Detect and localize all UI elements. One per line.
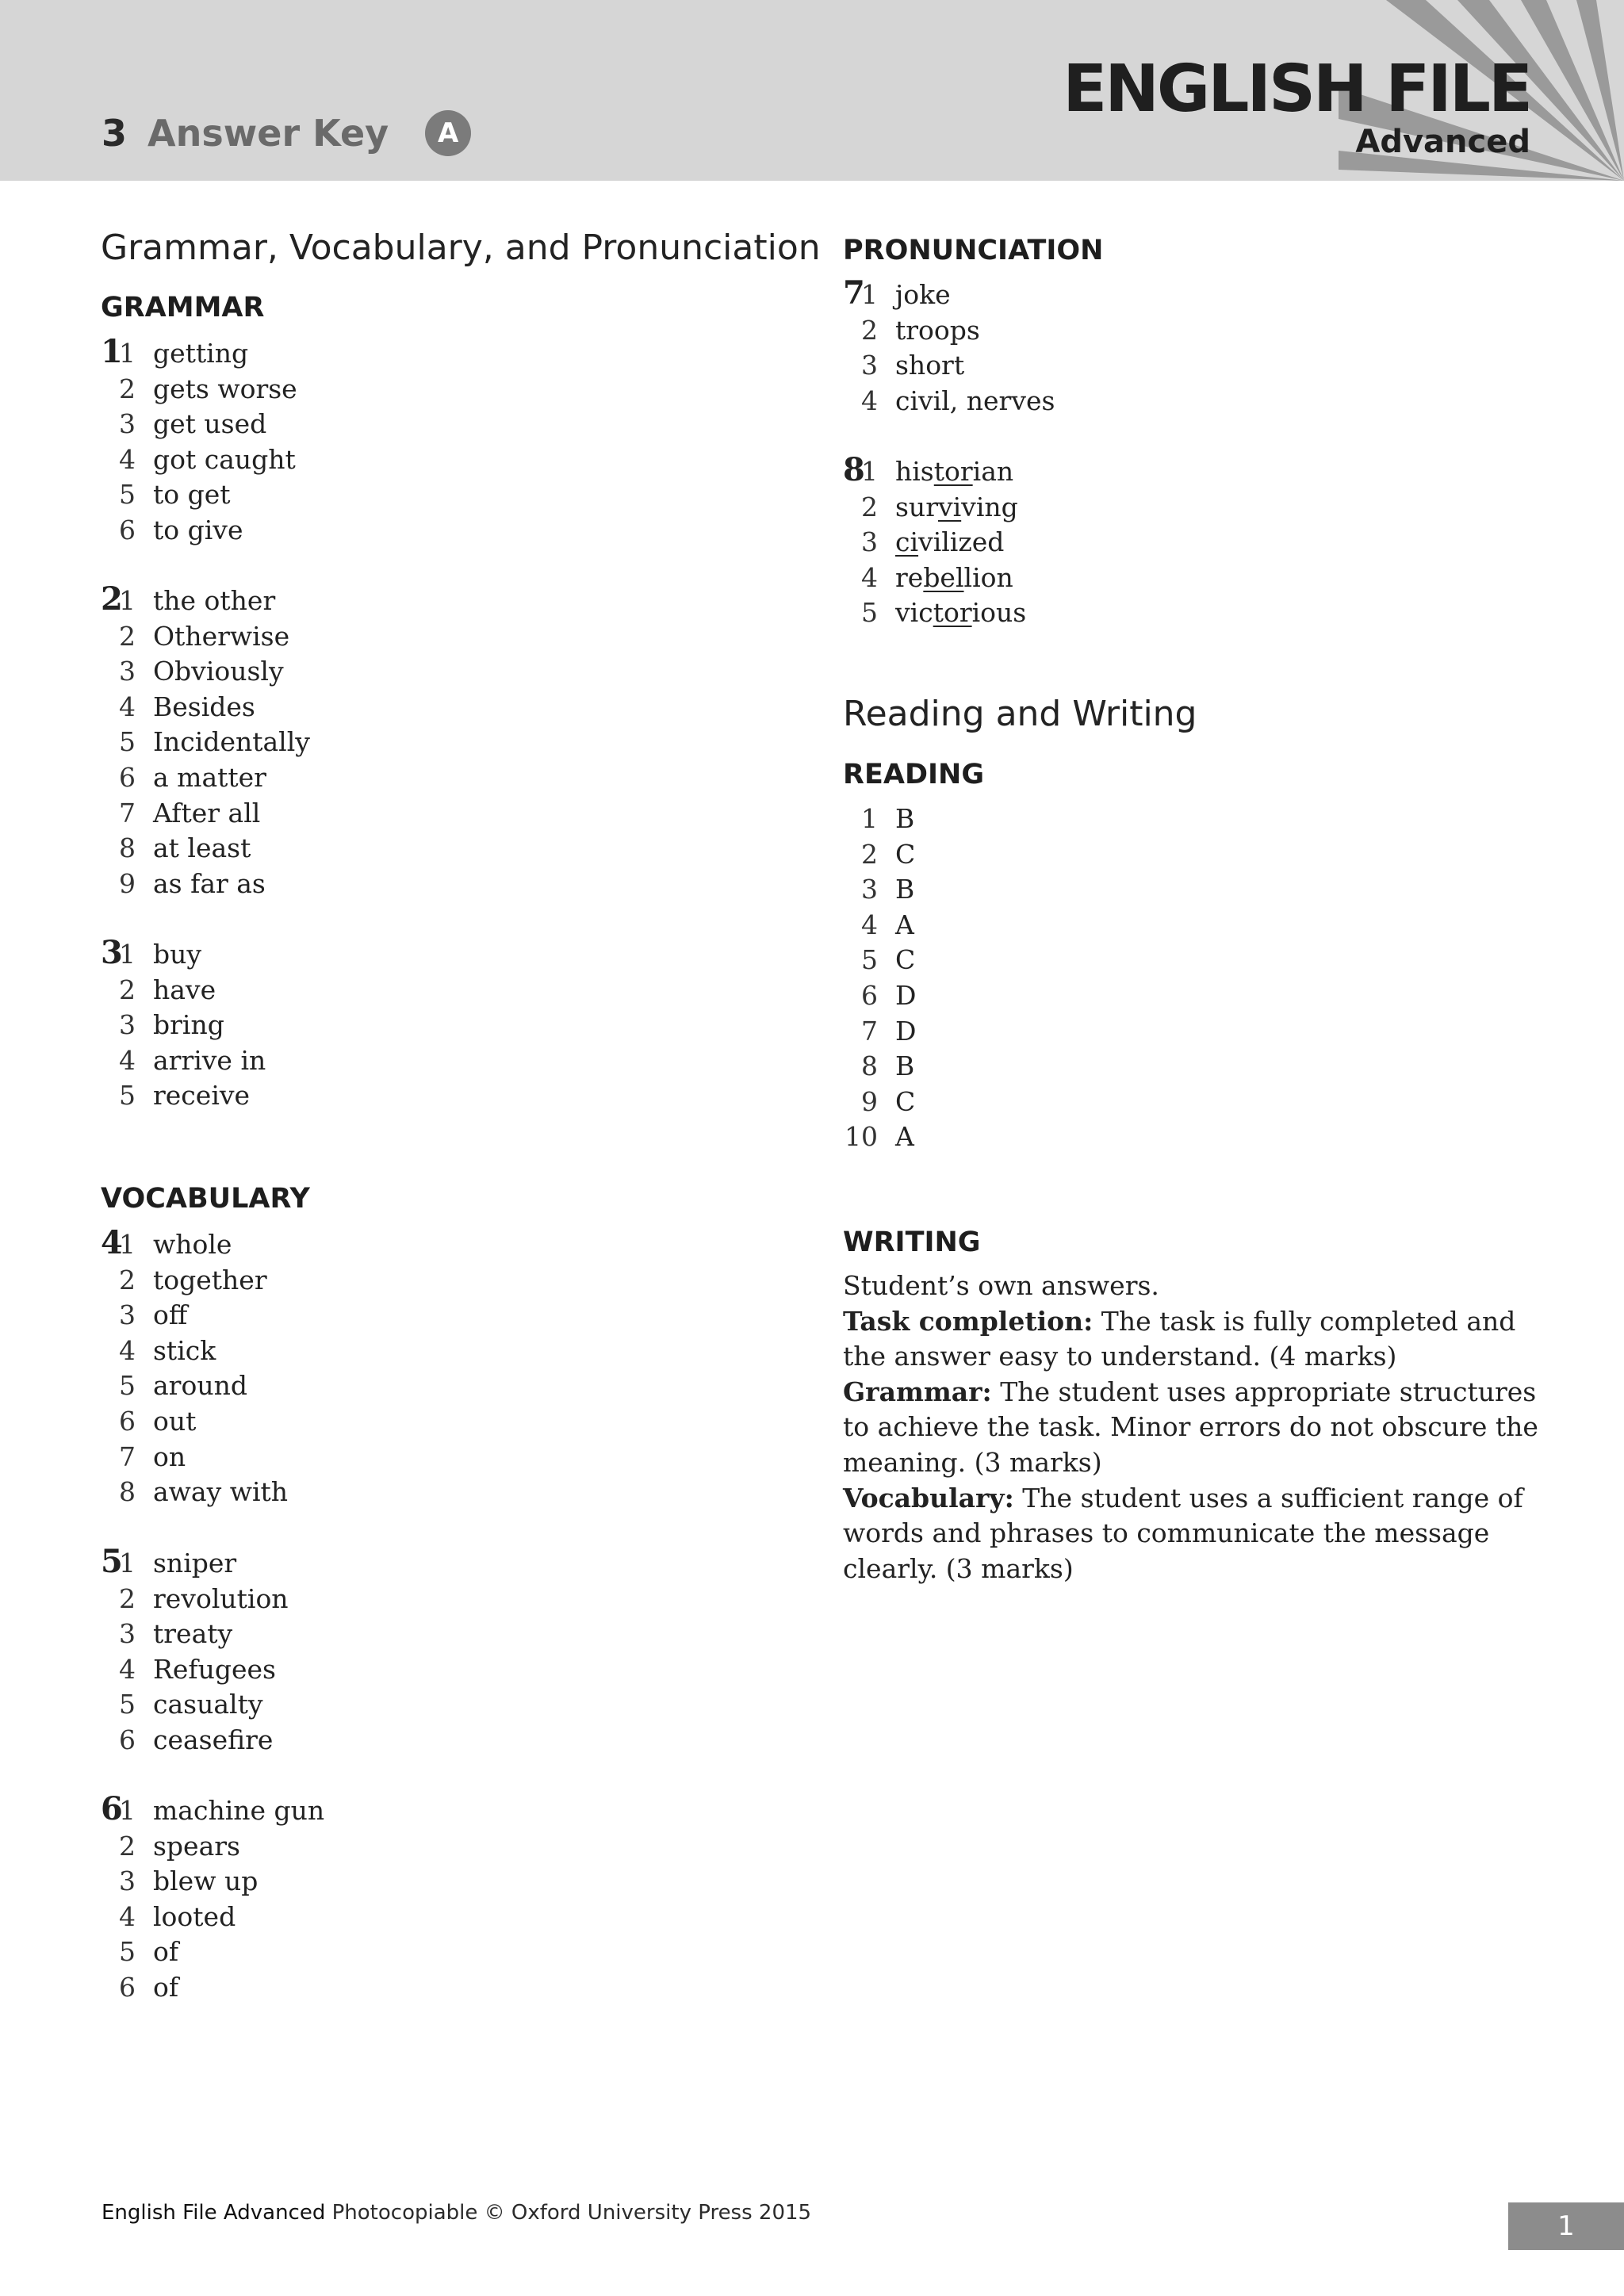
- item-number: 1: [861, 456, 878, 487]
- item-number: 5: [119, 726, 136, 758]
- word-part: vilized: [918, 526, 1005, 558]
- item-number: 4: [119, 1653, 136, 1685]
- item-answer: B: [895, 803, 915, 834]
- word-part: vic: [895, 597, 933, 629]
- item-number: 8: [119, 832, 136, 864]
- item-answer: on: [153, 1441, 186, 1472]
- item-answer: as far as: [153, 867, 266, 899]
- item-answer: get used: [153, 408, 267, 440]
- exercise-6: [101, 1790, 325, 2006]
- answer-item: [101, 690, 310, 725]
- answer-item: [101, 973, 266, 1008]
- answer-item: [101, 1546, 289, 1582]
- answer-item: [101, 1793, 324, 1829]
- item-number: 3: [119, 1866, 136, 1897]
- item-number: 2: [119, 373, 136, 404]
- item-number: 5: [119, 1936, 136, 1968]
- item-number: 1: [861, 803, 878, 834]
- item-number: 2: [119, 1830, 136, 1862]
- item-number: 3: [861, 874, 878, 905]
- page-header: [0, 0, 1624, 181]
- answer-item: [843, 1085, 916, 1120]
- answer-list: [101, 336, 297, 549]
- answer-item: [101, 1652, 289, 1688]
- item-number: 3: [861, 350, 878, 381]
- answer-list: [101, 1227, 288, 1510]
- item-number: 9: [119, 867, 136, 899]
- answer-item: [101, 937, 266, 973]
- section-title-grammar-vocab: Grammar, Vocabulary, and Pronunciation: [101, 228, 821, 268]
- item-answer: to give: [153, 514, 243, 545]
- answer-item: [101, 1043, 266, 1079]
- answer-item: [843, 384, 1055, 419]
- item-number: 4: [119, 1900, 136, 1932]
- answer-item: [843, 872, 916, 908]
- criterion-text: The student uses a sufficient range of words and phrases to communicate the message clearly. (3 marks): [843, 1482, 1523, 1584]
- answer-item: [101, 1475, 288, 1510]
- item-number: 6: [119, 1971, 136, 2003]
- word-part: ving: [961, 491, 1018, 522]
- answer-item: [101, 372, 297, 408]
- item-answer: bring: [153, 1009, 224, 1041]
- writing-heading: WRITING: [843, 1226, 981, 1258]
- item-number: 4: [861, 385, 878, 416]
- answer-item: [101, 1864, 324, 1900]
- answer-item: [101, 1404, 288, 1440]
- item-answer: casualty: [153, 1689, 263, 1720]
- item-answer: looted: [153, 1900, 236, 1932]
- answer-item: [843, 908, 916, 943]
- item-answer: joke: [895, 279, 951, 310]
- item-answer: a matter: [153, 761, 266, 793]
- exercise-1: [101, 333, 297, 549]
- answer-item: [843, 1119, 916, 1155]
- item-number: 2: [119, 1582, 136, 1614]
- answer-item: [101, 1617, 289, 1652]
- answer-item: [101, 1440, 288, 1475]
- item-number: 2: [119, 620, 136, 652]
- item-answer: A: [895, 909, 914, 940]
- answer-item: [101, 831, 310, 867]
- item-number: 7: [119, 1441, 136, 1472]
- item-answer: D: [895, 979, 917, 1011]
- item-answer: to get: [153, 479, 231, 511]
- item-number: 2: [861, 491, 878, 522]
- item-number: 3: [119, 408, 136, 440]
- item-answer: C: [895, 1085, 916, 1117]
- answer-item: [101, 584, 310, 619]
- answer-list: [101, 584, 310, 901]
- item-number: 5: [119, 479, 136, 511]
- exercise-number: 8: [843, 451, 865, 488]
- item-answer: D: [895, 1015, 917, 1047]
- item-answer: B: [895, 874, 915, 905]
- item-number: 2: [119, 1264, 136, 1295]
- item-answer: out: [153, 1405, 197, 1437]
- word-part: lion: [963, 561, 1013, 593]
- item-answer: Besides: [153, 691, 255, 722]
- criterion-label: Task completion:: [843, 1305, 1094, 1337]
- answer-list: [101, 937, 266, 1114]
- item-answer: revolution: [153, 1582, 289, 1614]
- exercise-number: 5: [101, 1543, 123, 1580]
- answer-item: [843, 802, 916, 837]
- item-number: 4: [861, 561, 878, 593]
- item-answer: machine gun: [153, 1795, 325, 1826]
- item-number: 5: [861, 944, 878, 976]
- answer-item: [101, 513, 297, 549]
- exercise-7: [843, 274, 1055, 419]
- item-answer: receive: [153, 1080, 251, 1112]
- answer-item: [101, 407, 297, 442]
- item-number: 1: [119, 1229, 136, 1260]
- criterion-grammar: [843, 1375, 1557, 1481]
- item-answer: Incidentally: [153, 726, 310, 758]
- answer-item: [101, 1078, 266, 1114]
- item-number: 3: [119, 1618, 136, 1650]
- item-number: 4: [119, 691, 136, 722]
- answer-item: [101, 1723, 289, 1758]
- item-answer: [895, 526, 1004, 557]
- page-number: 1: [1508, 2202, 1624, 2250]
- item-number: 1: [119, 1548, 136, 1578]
- answer-item: [843, 525, 1026, 561]
- item-number: 2: [861, 838, 878, 870]
- answer-item: [101, 725, 310, 760]
- item-number: 4: [861, 909, 878, 940]
- item-answer: [895, 562, 1013, 593]
- pronunciation-heading: PRONUNCIATION: [843, 235, 1104, 266]
- answer-item: [101, 1934, 324, 1970]
- item-number: 5: [119, 1080, 136, 1112]
- answer-item: [101, 619, 310, 655]
- item-number: 6: [861, 979, 878, 1011]
- answer-item: [101, 1829, 324, 1865]
- item-answer: Obviously: [153, 656, 284, 687]
- stressed-syllable: tor: [933, 456, 973, 487]
- answer-item: [101, 1900, 324, 1935]
- item-number: 6: [119, 761, 136, 793]
- answer-item: [101, 654, 310, 690]
- item-answer: have: [153, 974, 216, 1005]
- item-number: 4: [119, 1334, 136, 1366]
- item-number: 3: [119, 1299, 136, 1331]
- item-answer: spears: [153, 1830, 240, 1862]
- item-number: 1: [861, 279, 878, 310]
- item-number: 3: [861, 526, 878, 558]
- stressed-syllable: ci: [895, 526, 919, 558]
- item-answer: troops: [895, 314, 980, 346]
- item-answer: together: [153, 1264, 267, 1295]
- answer-item: [843, 978, 916, 1014]
- item-number: 1: [119, 1795, 136, 1826]
- item-answer: B: [895, 1050, 915, 1082]
- reading-heading: READING: [843, 759, 985, 790]
- brand-level: Advanced: [1355, 124, 1530, 160]
- criterion-text: The student uses appropriate structures to achieve the task. Minor errors do not obscure the meaning. (3 marks): [843, 1376, 1538, 1478]
- exercise-number: 1: [101, 333, 123, 370]
- item-answer: After all: [153, 797, 261, 828]
- section-title-reading-writing: Reading and Writing: [843, 694, 1197, 734]
- item-answer: gets worse: [153, 373, 297, 404]
- answer-item: [101, 796, 310, 832]
- item-answer: treaty: [153, 1618, 233, 1650]
- exercise-number: 7: [843, 274, 865, 312]
- answer-item: [101, 1263, 288, 1299]
- stressed-syllable: vi: [937, 491, 962, 522]
- item-answer: Refugees: [153, 1653, 276, 1685]
- item-number: 6: [119, 1724, 136, 1755]
- item-answer: [895, 597, 1026, 628]
- item-number: 2: [861, 314, 878, 346]
- item-number: 5: [119, 1689, 136, 1720]
- footer-copyright: [102, 2201, 811, 2225]
- item-number: 1: [119, 585, 136, 616]
- answer-item: [843, 313, 1055, 349]
- exercise-4: [101, 1224, 289, 1510]
- answer-item: [843, 1014, 916, 1050]
- item-number: 3: [119, 656, 136, 687]
- footer-rights: Photocopiable © Oxford University Press 2015: [325, 2201, 812, 2225]
- criterion-label: Vocabulary:: [843, 1482, 1014, 1513]
- answer-item: [101, 1227, 288, 1263]
- answer-item: [101, 867, 310, 902]
- item-answer: the other: [153, 585, 276, 616]
- answer-item: [843, 943, 916, 978]
- exercise-3: [101, 934, 266, 1114]
- exercise-number: 3: [101, 934, 123, 971]
- item-answer: sniper: [153, 1548, 237, 1578]
- item-answer: C: [895, 838, 916, 870]
- answer-item: [843, 837, 916, 873]
- answer-item: [843, 595, 1026, 631]
- stressed-syllable: bel: [923, 561, 964, 593]
- item-answer: off: [153, 1299, 188, 1331]
- stress-answer-list: [843, 454, 1026, 631]
- answer-item: [101, 1008, 266, 1043]
- item-answer: ceasefire: [153, 1724, 274, 1755]
- word-part: ian: [972, 456, 1014, 487]
- answer-item: [101, 442, 297, 478]
- unit-title: Answer Key: [147, 112, 389, 155]
- stressed-syllable: tor: [933, 597, 972, 629]
- item-number: 10: [845, 1121, 878, 1153]
- item-answer: of: [153, 1936, 179, 1968]
- item-number: 3: [119, 1009, 136, 1041]
- item-answer: at least: [153, 832, 251, 864]
- answer-item: [843, 277, 1055, 313]
- exercise-8: [843, 451, 1027, 631]
- writing-criteria: [843, 1269, 1557, 1586]
- answer-list: [843, 277, 1055, 419]
- item-number: 8: [861, 1050, 878, 1082]
- criterion-label: Grammar:: [843, 1376, 992, 1407]
- exercise-5: [101, 1543, 289, 1758]
- item-answer: arrive in: [153, 1044, 266, 1076]
- item-answer: whole: [153, 1229, 232, 1260]
- exercise-number: 4: [101, 1224, 123, 1261]
- word-part: ious: [971, 597, 1027, 629]
- item-answer: blew up: [153, 1866, 259, 1897]
- answer-item: [101, 1368, 288, 1404]
- item-number: 7: [119, 797, 136, 828]
- answer-list: [101, 1546, 289, 1758]
- item-answer: of: [153, 1971, 179, 2003]
- item-number: 6: [119, 1405, 136, 1437]
- item-answer: short: [895, 350, 965, 381]
- exercise-number: 2: [101, 580, 123, 618]
- answer-list: [843, 802, 916, 1155]
- item-number: 9: [861, 1085, 878, 1117]
- item-answer: C: [895, 944, 916, 976]
- word-part: his: [895, 456, 934, 487]
- item-answer: Otherwise: [153, 620, 290, 652]
- answer-item: [101, 1687, 289, 1723]
- criterion-task-completion: [843, 1304, 1557, 1375]
- item-number: 7: [861, 1015, 878, 1047]
- exercise-2: [101, 580, 310, 901]
- item-number: 4: [119, 443, 136, 475]
- word-part: sur: [895, 491, 938, 522]
- answer-item: [101, 1298, 288, 1334]
- item-number: 4: [119, 1044, 136, 1076]
- item-answer: getting: [153, 338, 249, 369]
- answer-item: [843, 454, 1026, 490]
- word-part: re: [895, 561, 924, 593]
- item-answer: [895, 456, 1013, 487]
- item-answer: A: [895, 1121, 914, 1153]
- footer-book-title: English File Advanced: [102, 2201, 326, 2225]
- item-number: 5: [861, 597, 878, 629]
- brand-name: ENGLISH FILE: [1063, 52, 1530, 127]
- item-answer: got caught: [153, 443, 296, 475]
- item-answer: away with: [153, 1476, 289, 1508]
- item-number: 5: [119, 1370, 136, 1402]
- writing-intro: Student’s own answers.: [843, 1270, 1159, 1301]
- grammar-heading: GRAMMAR: [101, 292, 265, 323]
- reading-answers: [843, 802, 916, 1155]
- criterion-text: The task is fully completed and the answer easy to understand. (4 marks): [843, 1305, 1516, 1372]
- answer-item: [101, 336, 297, 372]
- answer-item: [843, 490, 1026, 526]
- answer-item: [843, 561, 1026, 596]
- item-answer: around: [153, 1370, 247, 1402]
- item-number: 1: [119, 338, 136, 369]
- unit-number: 3: [102, 112, 128, 155]
- item-number: 2: [119, 974, 136, 1005]
- item-number: 1: [119, 939, 136, 970]
- answer-item: [101, 760, 310, 796]
- item-number: 6: [119, 514, 136, 545]
- brand-logo: [1063, 52, 1530, 160]
- exercise-number: 6: [101, 1790, 123, 1827]
- vocabulary-heading: VOCABULARY: [101, 1183, 310, 1215]
- answer-list: [101, 1793, 324, 2006]
- item-answer: [895, 492, 1018, 522]
- item-answer: stick: [153, 1334, 216, 1366]
- item-answer: buy: [153, 939, 202, 970]
- unit-heading: [102, 108, 471, 159]
- answer-item: [843, 1049, 916, 1085]
- answer-item: [101, 1970, 324, 2006]
- item-answer: civil, nerves: [895, 385, 1055, 416]
- version-badge: A: [425, 110, 471, 156]
- answer-item: [101, 1582, 289, 1617]
- answer-item: [843, 348, 1055, 384]
- answer-item: [101, 1334, 288, 1369]
- item-number: 8: [119, 1476, 136, 1508]
- criterion-vocabulary: [843, 1481, 1557, 1587]
- answer-item: [101, 477, 297, 513]
